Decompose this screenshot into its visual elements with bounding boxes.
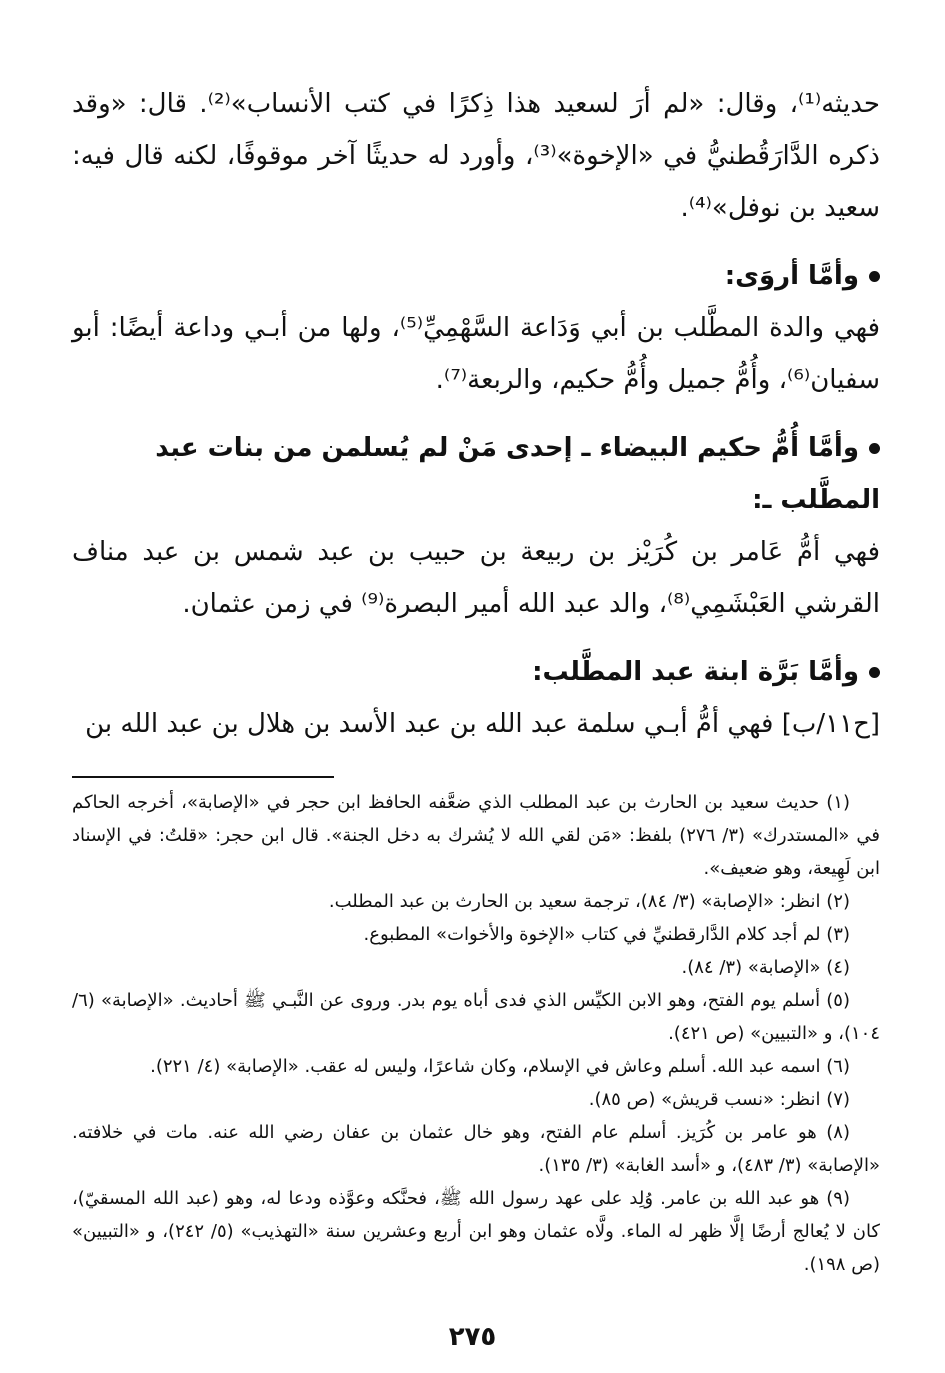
footnote-7: (٧) انظر: «نسب قريش» (ص ٨٥). xyxy=(588,1089,850,1110)
section-heading-barra xyxy=(72,646,880,698)
page-number: ٢٧٥ xyxy=(448,1322,497,1352)
footnote-5: (٥) أسلم يوم الفتح، وهو الابن الكيِّس الذي فدى أباه يوم بدر. وروى عن النَّبـي ﷺ أحاديث. «الإصابة» (٦/ ١٠٤)، و «التبيين» (ص ٤٢١). xyxy=(72,990,880,1044)
bullet-icon xyxy=(869,271,880,282)
section-heading-umm-hakim xyxy=(72,422,880,526)
footnote-2: (٢) انظر: «الإصابة» (٣/ ٨٤)، ترجمة سعيد بن الحارث بن عبد المطلب. xyxy=(328,891,850,912)
footnote-separator-wrap xyxy=(72,750,880,786)
heading-text: وأمَّا بَرَّة ابنة عبد المطَّلب: xyxy=(532,657,859,687)
heading-text: وأمَّا أُمُّ حكيم البيضاء ـ إحدى مَنْ لم يُسلمن من بنات عبد المطَّلب ـ: xyxy=(155,433,880,515)
footnote-separator xyxy=(72,776,334,778)
footnote-1: (١) حديث سعيد بن الحارث بن عبد المطلب الذي ضعَّفه الحافظ ابن حجر في «الإصابة»، أخرجه الحاكم في «المستدرك» (٣/ ٢٧٦) بلفظ: «مَن لقي الله لا يُشرك به دخل الجنة». قال ابن حجر: «قلتُ: في الإسناد ابن لَهِيعة، وهو ضعيف». xyxy=(72,792,880,879)
bullet-icon xyxy=(869,667,880,678)
paragraph-3: فهي أمُّ عَامر بن كُرَيْز بن ربيعة بن حبيب بن عبد شمس بن عبد مناف القرشي العَبْشَمِي⁽⁸⁾، والد عبد الله أمير البصرة⁽⁹⁾ في زمن عثمان. xyxy=(72,537,880,619)
bullet-icon xyxy=(869,443,880,454)
paragraph-2: فهي والدة المطَّلب بن أبي وَدَاعة السَّهْمِيِّ⁽⁵⁾، ولها من أبـي وداعة أيضًا: أبو سفيان⁽⁶⁾، وأُمُّ جميل وأُمُّ حكيم، والربعة⁽⁷⁾. xyxy=(72,313,880,395)
heading-text: وأمَّا أروَى: xyxy=(724,261,859,291)
footnote-8: (٨) هو عامر بن كُرَيز. أسلم عام الفتح، وهو خال عثمان بن عفان رضي الله عنه. مات في خلافته. «الإصابة» (٣/ ٤٨٣)، و «أسد الغابة» (٣/ ١٣٥). xyxy=(72,1122,880,1176)
section-heading-arwa xyxy=(72,250,880,302)
footnote-3: (٣) لم أجد كلام الدَّارقطنيِّ في كتاب «الإخوة والأخوات» المطبوع. xyxy=(363,924,850,945)
footnotes xyxy=(72,786,880,1281)
page-body xyxy=(72,78,880,1281)
main-text xyxy=(72,78,880,750)
paragraph-4: [ح١١/ب] فهي أمُّ أبـي سلمة عبد الله بن عبد الأسد بن هلال بن عبد الله بن xyxy=(85,709,880,739)
paragraph-1: حديثه⁽¹⁾، وقال: «لم أرَ لسعيد هذا ذِكرًا في كتب الأنساب»⁽²⁾. قال: «وقد ذكره الدَّارَقُطنيُّ في «الإخوة»⁽³⁾، وأورد له حديثًا آخر موقوفًا، لكنه قال فيه: سعيد بن نوفل»⁽⁴⁾. xyxy=(72,89,880,223)
footnote-9: (٩) هو عبد الله بن عامر. وُلِد على عهد رسول الله ﷺ، فحنَّكه وعوَّذه ودعا له، وهو (عبد الله المسقيّ)، كان لا يُعالج أرضًا إلَّا ظهر له الماء. ولَّاه عثمان وهو ابن أربع وعشرين سنة «التهذيب» (٥/ ٢٤٢)، و «التبيين» (ص ١٩٨). xyxy=(72,1188,880,1275)
footnote-6: (٦) اسمه عبد الله. أسلم وعاش في الإسلام، وكان شاعرًا، وليس له عقب. «الإصابة» (٤/ ٢٢١). xyxy=(150,1056,850,1077)
footnote-4: (٤) «الإصابة» (٣/ ٨٤). xyxy=(681,957,850,978)
